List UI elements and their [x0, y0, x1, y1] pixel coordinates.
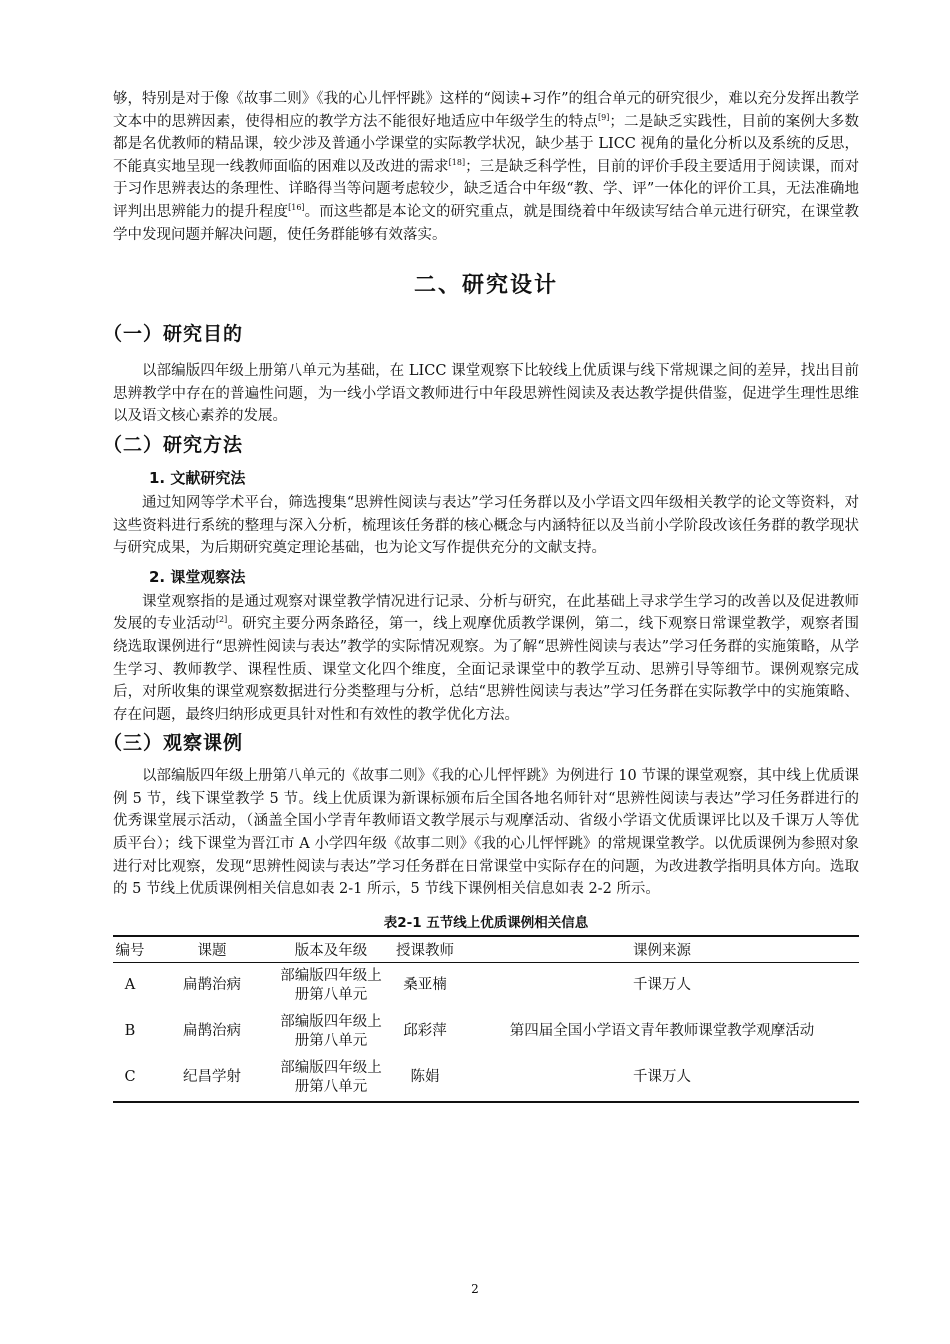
intro-text-1: 够，特别是对于像《故事二则》《我的心儿怦怦跳》这样的“阅读+习作”的组合单元的研究很少，难以充分发挥出教学文本中的思辨因素，使得相应的教学方法不能很好地适应中年级学生的特点: [113, 91, 859, 130]
header-teacher: 授课教师: [396, 942, 454, 959]
citation-9: [9]: [598, 112, 610, 122]
cell-teacher: 陈娟: [410, 1069, 440, 1086]
table-header-row: [113, 936, 859, 963]
cell-topic: 纪昌学射: [183, 1069, 241, 1086]
observation-text-2: 。研究主要分两条路径，第一，线上观摩优质教学课例，第二，线下观察日常课堂教学，观察者围绕选取课例进行“思辨性阅读与表达”教学的实际情况观察。为了解“思辨性阅读与表达”学习任务群的实施策略，从学生学习、教师教学、课程性质、课堂文化四个维度，全面记录课堂中的教学互动、思辨引导等细节。课例观察完成后，对所收集的课堂观察数据进行分类整理与分析，总结“思辨性阅读与表达”学习任务群在实际教学中的实施策略、存在问题，最终归纳形成更具针对性和有效性的教学优化方法。: [113, 616, 860, 723]
table-row: [113, 962, 859, 1009]
observation-method-paragraph: [113, 591, 859, 727]
cell-source: 千课万人: [633, 977, 691, 994]
section-title-methods: （二）研究方法: [103, 433, 244, 456]
page-content: [103, 88, 860, 1103]
cell-id: C: [124, 1069, 136, 1086]
header-edition: 版本及年级: [294, 942, 368, 959]
cell-edition: 部编版四年级上册第八单元: [280, 1059, 382, 1095]
chapter-title: 二、研究设计: [413, 273, 558, 299]
section-title-cases: （三）观察课例: [103, 732, 244, 755]
cell-id: B: [124, 1023, 136, 1040]
header-id: 编号: [115, 942, 145, 959]
cell-topic: 扁鹊治病: [183, 1023, 241, 1040]
cell-topic: 扁鹊治病: [183, 977, 241, 994]
page-number: 2: [471, 1282, 479, 1296]
observation-text-1: 课堂观察指的是通过观察对课堂教学情况进行记录、分析与研究，在此基础上寻求学生学习的改善以及促进教师发展的专业活动: [113, 593, 859, 633]
header-source: 课例来源: [633, 942, 691, 959]
cases-paragraph: 以部编版四年级上册第八单元的《故事二则》《我的心儿怦怦跳》为例进行 10 节课的课堂观察，其中线上优质课例 5 节，线下课堂教学 5 节。线上优质课为新课标颁布后全国各地名师针对“思辨性阅读与表达”学习任务群进行的优秀课堂展示活动，（涵盖全国小学青年教师语文教学展示与观摩活动、省级小学语文优质课评比以及千课万人等优质平台）；线下课堂为晋江市 A 小学四年级《故事二则》《我的心儿怦怦跳》的常规课堂教学。以优质课例为参照对象进行对比观察，发现“思辨性阅读与表达”学习任务群在日常课堂中实际存在的问题，为改进教学指明具体方向。选取的 5 节线上优质课例相关信息如表 2-1 所示，5 节线下课例相关信息如表 2-2 所示。: [113, 768, 859, 898]
intro-text-4: 。而这些都是本论文的研究重点，就是围绕着中年级读写结合单元进行研究，在课堂教学中发现问题并解决问题，使任务群能够有效落实。: [113, 203, 860, 243]
cell-edition: 部编版四年级上册第八单元: [280, 1013, 382, 1049]
table-row: [113, 1009, 859, 1055]
cell-teacher: 邱彩萍: [403, 1023, 447, 1040]
intro-paragraph: [113, 88, 859, 246]
intro-text-2: ；二是缺乏实践性，目前的案例大多数都是名优教师的精品课，较少涉及普通小学课堂的实际教学状况，缺少基于 LICC 视角的量化分析以及系统的反思，不能真实地呈现一线教师面临的困难以及改进的需求: [113, 113, 859, 175]
citation-16: [16]: [288, 202, 305, 212]
cell-edition: 部编版四年级上册第八单元: [280, 967, 382, 1003]
citation-18: [18]: [448, 157, 466, 167]
method-title-observation: 2. 课堂观察法: [149, 567, 246, 586]
literature-method-paragraph: 通过知网等学术平台，筛选搜集“思辨性阅读与表达”学习任务群以及小学语文四年级相关教学的论文等资料，对这些资料进行系统的整理与深入分析，梳理该任务群的核心概念与内涵特征以及当前小学阶段改该任务群的教学现状与研究成果，为后期研究奠定理论基础，也为论文写作提供充分的文献支持。: [113, 494, 859, 557]
cell-teacher: 桑亚楠: [403, 977, 447, 994]
section-title-purpose: （一）研究目的: [103, 323, 244, 346]
intro-text-3: ；三是缺乏科学性，目前的评价手段主要适用于阅读课，而对于习作思辨表达的条理性、详略得当等问题考虑较少，缺乏适合中年级“教、学、评”一体化的评价工具，无法准确地评判出思辨能力的提升程度: [113, 158, 860, 220]
cell-id: A: [124, 977, 136, 994]
method-title-literature: 1. 文献研究法: [149, 468, 246, 487]
table-row: [113, 1055, 859, 1102]
table-caption: 表2-1 五节线上优质课例相关信息: [383, 914, 589, 931]
cell-source: 千课万人: [633, 1069, 691, 1086]
header-topic: 课题: [197, 942, 227, 959]
purpose-paragraph: 以部编版四年级上册第八单元为基础，在 LICC 课堂观察下比较线上优质课与线下常规课之间的差异，找出目前思辨教学中存在的普遍性问题，为一线小学语文教师进行中年段思辨性阅读及表达教学提供借鉴，促进学生理性思维以及语文核心素养的发展。: [113, 363, 859, 425]
cell-source: 第四届全国小学语文青年教师课堂教学观摩活动: [509, 1023, 815, 1040]
courses-table: [113, 935, 859, 1103]
citation-2: [2]: [215, 615, 228, 625]
